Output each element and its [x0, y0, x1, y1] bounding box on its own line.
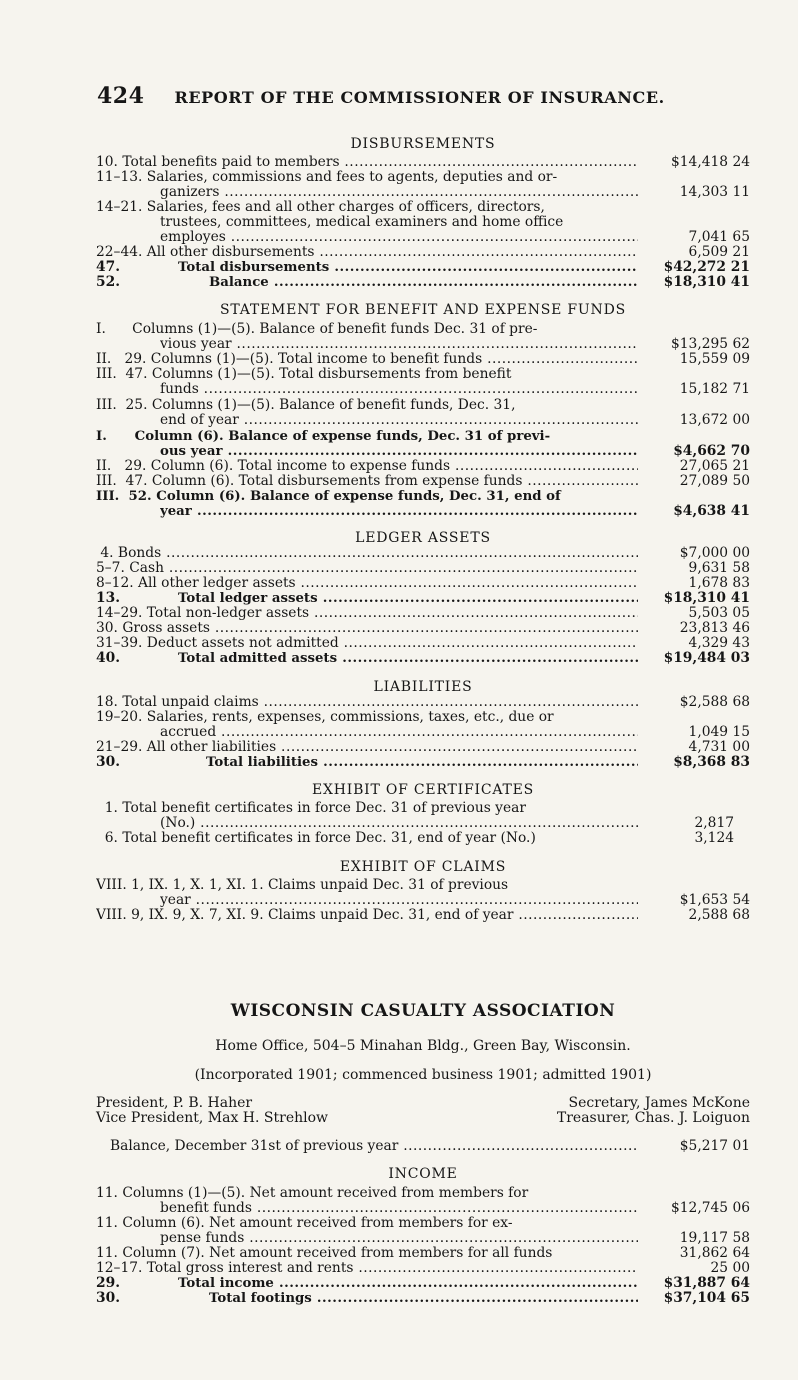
- row-label: 11. Column (6). Net amount received from members for ex-: [96, 1216, 513, 1231]
- ledger-row: [96, 561, 750, 576]
- ledger-row: [96, 1231, 750, 1246]
- row-number: 29.: [96, 1275, 121, 1291]
- row-label: year .....: [160, 893, 638, 908]
- ledger-row-total: [96, 1276, 750, 1291]
- row-label: 21–29. All other liabilities .....: [96, 740, 638, 755]
- row-amount: $8,368 83: [673, 754, 750, 770]
- ledger-row-total: [96, 591, 750, 606]
- row-amount: 19,117 58: [679, 1230, 750, 1246]
- row-amount: 6,509 21: [688, 244, 750, 260]
- row-amount: $42,272 21: [663, 259, 750, 275]
- row-amount: 2,588 68: [688, 907, 750, 923]
- row-amount: 2,817: [694, 815, 734, 831]
- ledger-row-line: [96, 367, 750, 382]
- row-label: (No.) .....: [160, 816, 640, 831]
- claims-heading: EXHIBIT OF CLAIMS: [339, 859, 507, 875]
- ledger-row: [96, 337, 750, 352]
- vice-president: Vice President, Max H. Strehlow: [96, 1110, 329, 1126]
- ledger-row-line: [96, 215, 750, 230]
- row-label: Balance, December 31st of previous year .....: [110, 1139, 638, 1154]
- row-amount: $14,418 24: [671, 154, 750, 170]
- ledger-row: [96, 1201, 750, 1216]
- balance-row: [96, 1139, 750, 1154]
- row-amount: 3,124: [694, 830, 734, 846]
- row-label: 12–17. Total gross interest and rents .....: [96, 1261, 638, 1276]
- president: President, P. B. Haher: [96, 1095, 253, 1111]
- row-label: trustees, committees, medical examiners and home office: [160, 215, 564, 230]
- ledger-row: [96, 606, 750, 621]
- row-label: Total income .....: [178, 1276, 638, 1291]
- ledger-row: [96, 546, 750, 561]
- row-label: ous year .....: [160, 444, 638, 459]
- row-label: 11. Column (7). Net amount received from members for all funds: [96, 1246, 553, 1261]
- row-label: 11. Columns (1)—(5). Net amount received from members for: [96, 1186, 529, 1201]
- row-amount: 1,678 83: [688, 575, 750, 591]
- row-amount: 31,862 64: [679, 1245, 750, 1261]
- page-number: 424: [97, 83, 145, 109]
- ledger-row-line: [96, 170, 750, 185]
- treasurer: Treasurer, Chas. J. Loiguon: [556, 1110, 750, 1126]
- row-amount: 27,089 50: [679, 473, 750, 489]
- row-label: Total liabilities .....: [206, 755, 638, 770]
- disbursements-heading: DISBURSEMENTS: [350, 136, 496, 152]
- row-label: Balance .....: [209, 275, 638, 290]
- row-number: 47.: [96, 259, 121, 275]
- row-label: III. 52. Column (6). Balance of expense funds, Dec. 31, end of: [96, 489, 561, 504]
- ledger-row-line: [96, 200, 750, 215]
- row-label: funds .....: [160, 382, 638, 397]
- row-label: 11–13. Salaries, commissions and fees to agents, deputies and or-: [96, 170, 558, 185]
- ledger-row: [96, 831, 750, 846]
- home-office: Home Office, 504–5 Minahan Bldg., Green Bay, Wisconsin.: [215, 1038, 631, 1054]
- ledger-row: [96, 725, 750, 740]
- row-amount: $4,662 70: [673, 443, 750, 459]
- ledger-row: [96, 1261, 750, 1276]
- row-label: 1. Total benefit certificates in force Dec. 31 of previous year: [96, 801, 526, 816]
- row-amount: 4,731 00: [688, 739, 750, 755]
- ledger-row: [96, 576, 750, 591]
- row-amount: 9,631 58: [688, 560, 750, 576]
- row-amount: 1,049 15: [688, 724, 750, 740]
- ledger-row: [96, 155, 750, 170]
- ledger-row: [96, 908, 750, 923]
- ledger-row-line: [96, 710, 750, 725]
- row-label: 8–12. All other ledger assets .....: [96, 576, 638, 591]
- ledger-row-line: [96, 429, 750, 444]
- row-amount: 5,503 05: [688, 605, 750, 621]
- row-amount: $4,638 41: [673, 503, 750, 519]
- ledger-row: [96, 382, 750, 397]
- ledger-row: [96, 1246, 750, 1261]
- ledger-row-line: [96, 801, 750, 816]
- row-label: I. Columns (1)—(5). Balance of benefit funds Dec. 31 of pre-: [96, 322, 538, 337]
- row-label: 5–7. Cash .....: [96, 561, 638, 576]
- row-label: end of year .....: [160, 413, 638, 428]
- row-label: III. 47. Columns (1)—(5). Total disbursements from benefit: [96, 367, 512, 382]
- running-title: REPORT OF THE COMMISSIONER OF INSURANCE.: [174, 88, 665, 107]
- row-label: 31–39. Deduct assets not admitted .....: [96, 636, 638, 651]
- row-label: I. Column (6). Balance of expense funds, Dec. 31 of previ-: [96, 429, 551, 444]
- ledger-row: [96, 474, 750, 489]
- ledger-row: [96, 816, 750, 831]
- certificates-heading: EXHIBIT OF CERTIFICATES: [311, 782, 535, 798]
- row-label: 14–29. Total non-ledger assets .....: [96, 606, 638, 621]
- ledger-row-line: [96, 878, 750, 893]
- row-amount: $2,588 68: [679, 694, 750, 710]
- liabilities-heading: LIABILITIES: [373, 679, 473, 695]
- row-label: Total admitted assets .....: [178, 651, 638, 666]
- ledger-row: [96, 695, 750, 710]
- ledger-row: [96, 740, 750, 755]
- income-heading: INCOME: [388, 1166, 458, 1182]
- row-number: 13.: [96, 590, 121, 606]
- row-label: 6. Total benefit certificates in force Dec. 31, end of year (No.): [96, 831, 536, 846]
- ledger-row: [96, 621, 750, 636]
- ledger-row: [96, 413, 750, 428]
- row-label: 30. Gross assets .....: [96, 621, 638, 636]
- ledger-row-line: [96, 398, 750, 413]
- row-label: 10. Total benefits paid to members .....: [96, 155, 638, 170]
- row-label: pense funds .....: [160, 1231, 638, 1246]
- row-label: 22–44. All other disbursements .....: [96, 245, 638, 260]
- company-name: WISCONSIN CASUALTY ASSOCIATION: [230, 1001, 616, 1021]
- row-amount: 7,041 65: [688, 229, 750, 245]
- ledger-row: [96, 245, 750, 260]
- row-amount: $5,217 01: [679, 1138, 750, 1154]
- row-amount: 13,672 00: [679, 412, 750, 428]
- row-amount: $31,887 64: [663, 1275, 750, 1291]
- ledger-row-line: [96, 489, 750, 504]
- row-label: year .....: [160, 504, 638, 519]
- ledger-row-total: [96, 1291, 750, 1306]
- row-label: 4. Bonds .....: [96, 546, 638, 561]
- row-label: 18. Total unpaid claims .....: [96, 695, 638, 710]
- ledger-assets-heading: LEDGER ASSETS: [355, 530, 491, 546]
- row-number: 52.: [96, 274, 121, 290]
- row-number: 30.: [96, 1290, 121, 1306]
- row-amount: $18,310 41: [663, 274, 750, 290]
- row-label: vious year .....: [160, 337, 638, 352]
- row-label: III. 47. Column (6). Total disbursements from expense funds .....: [96, 474, 638, 489]
- row-amount: $13,295 62: [671, 336, 750, 352]
- row-amount: 14,303 11: [679, 184, 750, 200]
- row-number: 40.: [96, 650, 121, 666]
- ledger-row-line: [96, 1216, 750, 1231]
- row-number: 30.: [96, 754, 121, 770]
- secretary: Secretary, James McKone: [568, 1095, 750, 1111]
- row-label: 14–21. Salaries, fees and all other charges of officers, directors,: [96, 200, 545, 215]
- row-amount: $7,000 00: [679, 545, 750, 561]
- row-amount: $19,484 03: [663, 650, 750, 666]
- ledger-row: [96, 185, 750, 200]
- row-label: ganizers .....: [160, 185, 638, 200]
- row-label: VIII. 9, IX. 9, X. 7, XI. 9. Claims unpaid Dec. 31, end of year .....: [96, 908, 638, 923]
- ledger-row: [96, 230, 750, 245]
- row-label: Total disbursements .....: [178, 260, 638, 275]
- page-header: [97, 83, 677, 109]
- ledger-row-total: [96, 504, 750, 519]
- row-label: VIII. 1, IX. 1, X. 1, XI. 1. Claims unpaid Dec. 31 of previous: [96, 878, 509, 893]
- row-label: III. 25. Columns (1)—(5). Balance of benefit funds, Dec. 31,: [96, 398, 516, 413]
- ledger-row-total: [96, 651, 750, 666]
- row-label: 19–20. Salaries, rents, expenses, commissions, taxes, etc., due or: [96, 710, 554, 725]
- benefit-expense-heading: STATEMENT FOR BENEFIT AND EXPENSE FUNDS: [219, 302, 626, 318]
- ledger-row-total: [96, 444, 750, 459]
- ledger-row-total: [96, 275, 750, 290]
- row-label: accrued .....: [160, 725, 638, 740]
- row-amount: $12,745 06: [671, 1200, 750, 1216]
- row-amount: 23,813 46: [679, 620, 750, 636]
- ledger-row-line: [96, 1186, 750, 1201]
- row-amount: $37,104 65: [663, 1290, 750, 1306]
- row-label: benefit funds .....: [160, 1201, 638, 1216]
- row-amount: 27,065 21: [679, 458, 750, 474]
- row-amount: 15,559 09: [679, 351, 750, 367]
- row-amount: $18,310 41: [663, 590, 750, 606]
- row-label: employes .....: [160, 230, 638, 245]
- row-amount: 15,182 71: [679, 381, 750, 397]
- row-amount: $1,653 54: [679, 892, 750, 908]
- row-label: II. 29. Column (6). Total income to expense funds .....: [96, 459, 638, 474]
- ledger-row-total: [96, 755, 750, 770]
- ledger-row: [96, 893, 750, 908]
- row-amount: 4,329 43: [688, 635, 750, 651]
- ledger-row-line: [96, 322, 750, 337]
- ledger-row: [96, 352, 750, 367]
- ledger-row-total: [96, 260, 750, 275]
- row-label: Total footings .....: [209, 1291, 638, 1306]
- incorporation-note: (Incorporated 1901; commenced business 1901; admitted 1901): [194, 1067, 652, 1083]
- ledger-row: [96, 459, 750, 474]
- row-label: Total ledger assets .....: [178, 591, 638, 606]
- row-label: II. 29. Columns (1)—(5). Total income to benefit funds .....: [96, 352, 638, 367]
- row-amount: 25 00: [710, 1260, 750, 1276]
- ledger-row: [96, 636, 750, 651]
